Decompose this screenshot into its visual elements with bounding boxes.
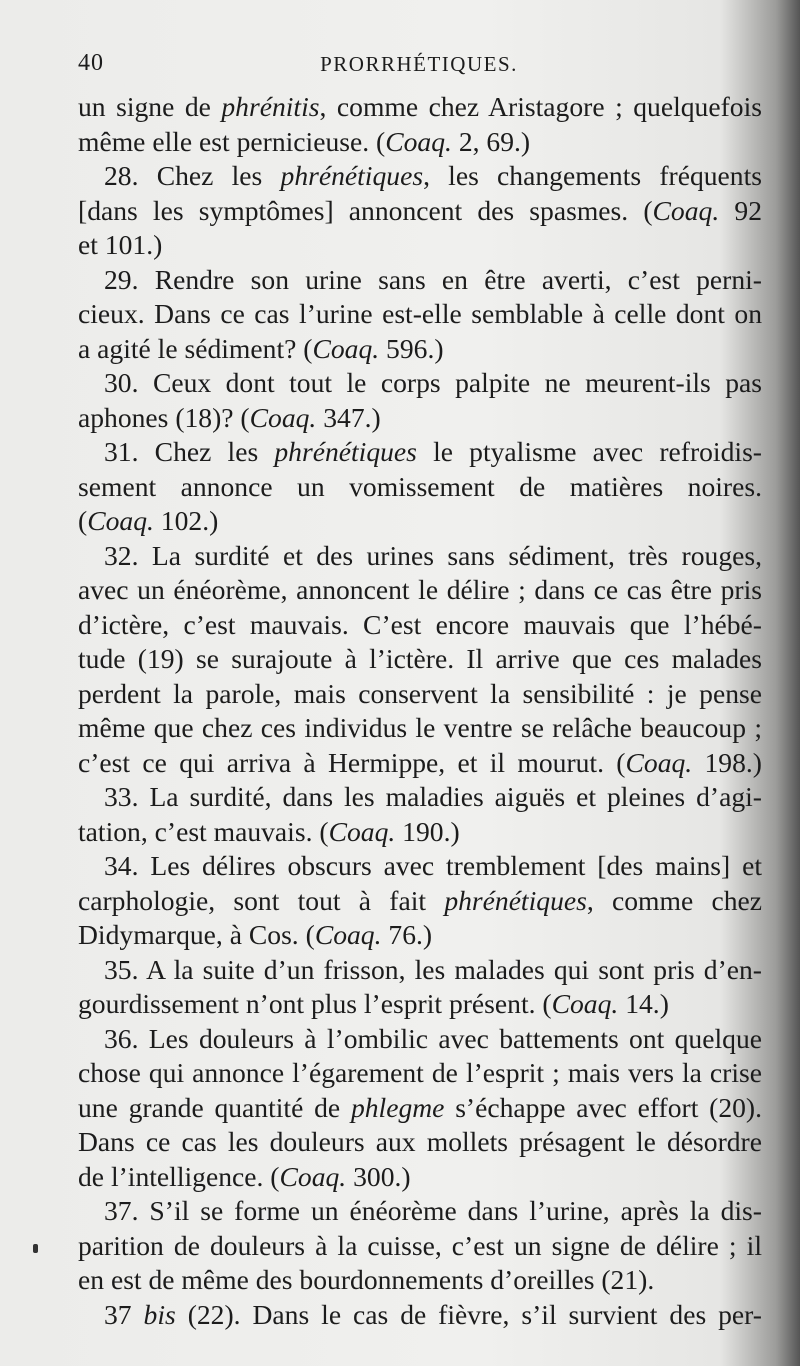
text-line: a agité le sédiment? (Coaq. 596.) xyxy=(78,332,444,364)
text-line: 32. La surdité et des urines sans sédiment, très rouges, xyxy=(104,539,762,571)
text-line: aphones (18)? (Coaq. 347.) xyxy=(78,401,381,433)
text-line: même elle est pernicieuse. (Coaq. 2, 69.) xyxy=(78,125,531,157)
text-line: 34. Les délires obscurs avec tremblement [des mains] et xyxy=(104,850,762,881)
text-line: un signe de phrénitis, comme chez Aristagore ; quelquefois xyxy=(78,91,762,122)
text-line: 29. Rendre son urine sans en être averti, c’est perni- xyxy=(104,263,762,295)
text-line: 30. Ceux dont tout le corps palpite ne meurent-ils pas xyxy=(104,367,762,398)
page-number: 40 xyxy=(78,50,104,76)
text-line: cieux. Dans ce cas l’urine est-elle semblable à celle dont on xyxy=(78,298,762,329)
text-line: gourdissement n’ont plus l’esprit présent. (Coaq. 14.) xyxy=(78,988,669,1019)
text-line: 33. La surdité, dans les maladies aiguës et pleines d’agi- xyxy=(104,781,762,812)
text-line: 37. S’il se forme un énéorème dans l’urine, après la dis- xyxy=(104,1195,762,1226)
text-line: parition de douleurs à la cuisse, c’est un signe de délire ; il xyxy=(78,1229,762,1261)
text-line: Dans ce cas les douleurs aux mollets présagent le désordre xyxy=(78,1126,762,1157)
text-line: et 101.) xyxy=(78,229,163,260)
text-line: 28. Chez les phrénétiques, les changements fréquents xyxy=(104,160,762,191)
text-line: sement annonce un vomissement de matières noires. xyxy=(78,470,762,502)
text-line: carphologie, sont tout à fait phrénétiques, comme chez xyxy=(78,884,762,916)
text-line: Didymarque, à Cos. (Coaq. 76.) xyxy=(78,919,433,950)
text-line: avec un énéorème, annoncent le délire ; dans ce cas être pris xyxy=(78,574,762,605)
body-text xyxy=(78,90,762,1332)
text-line: chose qui annonce l’égarement de l’esprit ; mais vers la crise xyxy=(78,1057,762,1088)
text-line: c’est ce qui arriva à Hermippe, et il mourut. (Coaq. 198.) xyxy=(78,746,762,778)
text-line: 36. Les douleurs à l’ombilic avec battements ont quelque xyxy=(104,1022,762,1054)
text-line: de l’intelligence. (Coaq. 300.) xyxy=(78,1160,411,1192)
running-title: PRORRHÉTIQUES. xyxy=(320,52,518,76)
text-line: tude (19) se surajoute à l’ictère. Il arrive que ces malades xyxy=(78,643,762,674)
text-line: [dans les symptômes] annoncent des spasmes. (Coaq. 92 xyxy=(78,194,762,226)
margin-mark xyxy=(33,1244,38,1253)
text-line: en est de même des bourdonnements d’oreilles (21). xyxy=(78,1264,655,1295)
text-line: tation, c’est mauvais. (Coaq. 190.) xyxy=(78,815,460,847)
text-line: d’ictère, c’est mauvais. C’est encore mauvais que l’hébé- xyxy=(78,608,762,640)
text-line: (Coaq. 102.) xyxy=(78,505,219,536)
text-line: 37 bis (22). Dans le cas de fièvre, s’il survient des per- xyxy=(104,1298,762,1330)
text-line: même que chez ces individus le ventre se relâche beaucoup ; xyxy=(78,712,762,743)
text-line: perdent la parole, mais conservent la sensibilité : je pense xyxy=(78,677,762,709)
page-header xyxy=(78,50,760,80)
text-line: 35. A la suite d’un frisson, les malades qui sont pris d’en- xyxy=(104,953,762,985)
text-line: une grande quantité de phlegme s’échappe avec effort (20). xyxy=(78,1091,762,1123)
text-line: 31. Chez les phrénétiques le ptyalisme avec refroidis- xyxy=(104,436,762,467)
